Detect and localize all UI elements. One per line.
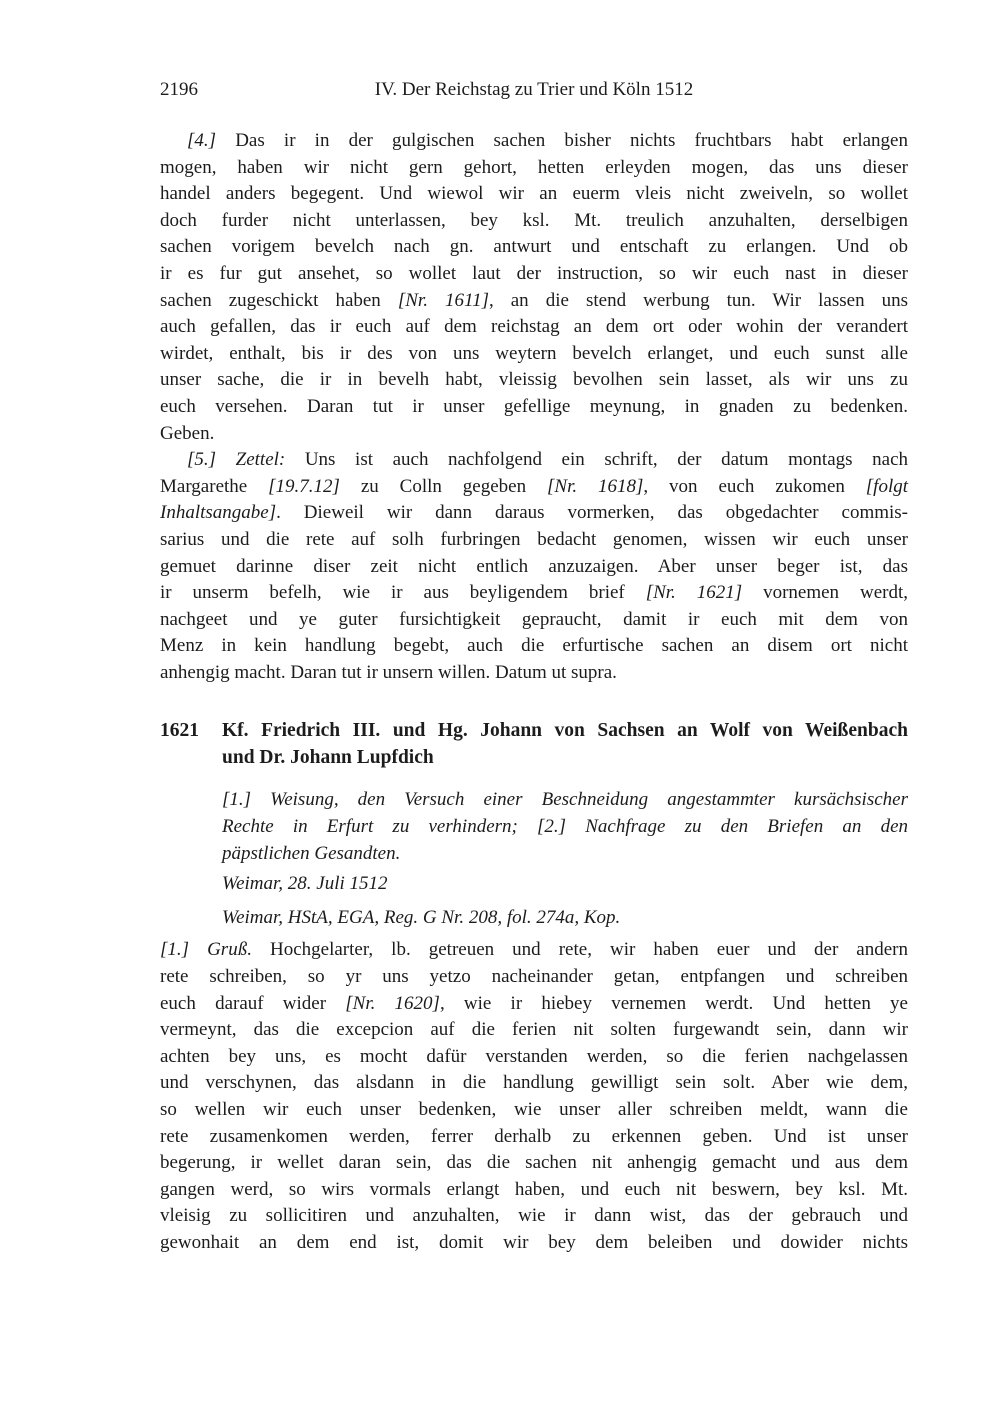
text-line: [5.] Zettel: Uns ist auch nachfolgend ein schrift, der datum montags nach — [187, 449, 909, 471]
text-line: rete schreiben, so yr uns yetzo nacheinander getan, entpfangen und schreiben — [160, 966, 908, 988]
text-line: euch darauf wider [Nr. 1620], wie ir hiebey vernemen werdt. Und hetten ye — [160, 992, 908, 1014]
entry-summary — [222, 787, 908, 867]
text-line: vleisig zu sollicitiren und anzuhalten, wie ir dann wist, das der gebrauch und — [160, 1205, 908, 1227]
text-line: [4.] Das ir in der gulgischen sachen bisher nichts fruchtbars habt erlangen — [187, 130, 908, 151]
entry-number: 1621 — [160, 720, 199, 742]
text-line: Menz in kein handlung begebt, auch die erfurtische sachen an disem ort nicht — [160, 635, 908, 657]
text-line: Kf. Friedrich III. und Hg. Johann von Sachsen an Wolf von Weißenbach — [222, 720, 908, 742]
entry-heading — [160, 717, 908, 771]
text-line: auch gefallen, das ir euch auf dem reichstag an dem ort oder wohin der verandert — [160, 316, 908, 338]
text-line: rete zusamenkomen werden, ferrer derhalb zu erkennen geben. Und ist unser — [160, 1125, 908, 1147]
text-line: [1.] Gruß. Hochgelarter, lb. getreuen und rete, wir haben euer und der andern — [160, 939, 909, 961]
paragraph-4 — [160, 128, 908, 447]
text-line: begerung, ir wellet daran sein, das die sachen nit anhengig gemacht und aus dem — [160, 1152, 908, 1174]
entry-1621 — [160, 717, 908, 1256]
text-line: gewonhait an dem end ist, domit wir bey dem beleiben und dowider nichts — [160, 1231, 908, 1253]
text-line: euch versehen. Daran tut ir unser gefellige meynung, in gnaden zu bedenken. — [160, 395, 908, 417]
text-line: Margarethe [19.7.12] zu Colln gegeben [Nr. 1618], von euch zukomen [folgt — [160, 475, 909, 497]
running-head: IV. Der Reichstag zu Trier und Köln 1512 — [374, 79, 694, 100]
text-line: doch furder nicht unterlassen, bey ksl. Mt. treulich anzuhalten, derselbigen — [160, 209, 908, 231]
entry-body — [160, 937, 908, 1256]
text-line: sachen vorigem bevelch nach gn. antwurt und entschaft zu erlangen. Und ob — [160, 236, 908, 258]
page-number: 2196 — [160, 79, 198, 100]
text-line: unser sache, die ir in bevelh habt, vleissig bevolhen sein lasset, als wir uns zu — [160, 369, 908, 391]
text-line: gemuet darinne diser zeit nicht entlich anzuzaigen. Aber unser beger ist, das — [160, 555, 908, 577]
entry-dateline: Weimar, 28. Juli 1512 — [222, 873, 388, 895]
text-line: Rechte in Erfurt zu verhindern; [2.] Nachfrage zu den Briefen an den — [222, 816, 908, 838]
text-line: und verschynen, das alsdann in die handlung gewilligt sein solt. Aber wie dem, — [160, 1072, 908, 1094]
text-line: nachgeet und ye guter fursichtigkeit gepraucht, damit ir euch mit dem von — [160, 608, 908, 630]
text-line: Inhaltsangabe]. Dieweil wir dann daraus vormerken, das obgedachter commis- — [160, 502, 908, 524]
text-block — [160, 128, 908, 1257]
text-line: päpstlichen Gesandten. — [222, 842, 401, 864]
text-line: gangen werd, so wirs vormals erlangt haben, und euch nit beswern, bey ksl. Mt. — [160, 1178, 908, 1200]
text-line: vermeynt, das die excepcion auf die ferien nit solten furgewandt sein, dann wir — [160, 1019, 908, 1041]
text-line: so wellen wir euch unser bedenken, wie unser aller schreiben meldt, wann die — [160, 1099, 908, 1120]
entry-source: Weimar, HStA, EGA, Reg. G Nr. 208, fol. 274a, Kop. — [222, 906, 621, 928]
text-line: handel anders begegent. Und wiewol wir an euerm vleis nicht zweiveln, so wollet — [160, 183, 908, 205]
text-line: wirdet, enthalt, bis ir des von uns weytern bevelch erlanget, und euch sunst alle — [160, 342, 908, 364]
text-line: und Dr. Johann Lupfdich — [222, 747, 434, 769]
text-line: anhengig macht. Daran tut ir unsern willen. Datum ut supra. — [160, 661, 617, 683]
page-header — [160, 78, 908, 102]
entry-title — [222, 717, 908, 771]
paragraph-5 — [160, 447, 908, 686]
text-line: [1.] Weisung, den Versuch einer Beschneidung angestammter kursächsischer — [222, 789, 908, 811]
text-line: sachen zugeschickt haben [Nr. 1611], an die stend werbung tun. Wir lassen uns — [160, 289, 908, 311]
document-paragraphs — [160, 128, 908, 686]
text-line: Geben. — [160, 422, 215, 444]
text-line: ir unserm befelh, wie ir aus beyligendem brief [Nr. 1621] vornemen werdt, — [160, 582, 909, 604]
text-line: mogen, haben wir nicht gern gehort, hetten erleyden mogen, das uns dieser — [160, 156, 908, 178]
text-line: sarius und die rete auf solh furbringen bedacht genomen, wissen wir euch unser — [160, 528, 908, 550]
text-line: ir es fur gut ansehet, so wollet laut der instruction, so wir euch nast in dieser — [160, 262, 908, 284]
text-line: achten bey uns, es mocht dafür verstanden werden, so die ferien nachgelassen — [160, 1045, 908, 1067]
